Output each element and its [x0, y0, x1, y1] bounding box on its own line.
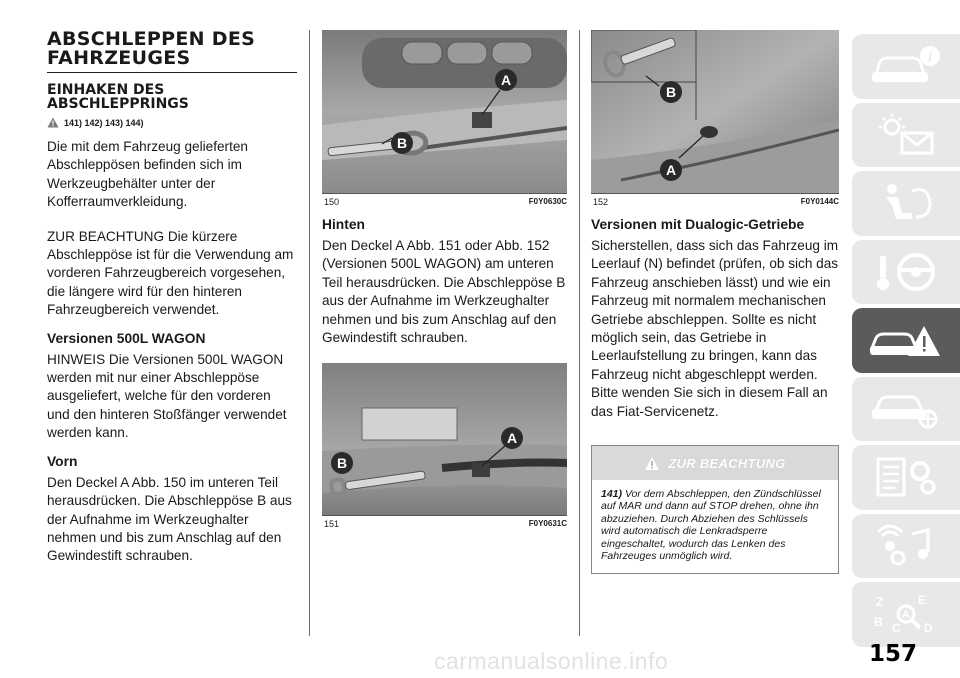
- figure-152-number: 152: [593, 197, 609, 207]
- tab-car-info[interactable]: [852, 34, 960, 99]
- car-info-icon: [868, 44, 944, 88]
- figure-151-illustration: [322, 363, 567, 515]
- multimedia-icon: [868, 524, 944, 568]
- subtitle-line-1: EINHAKEN DES: [47, 82, 165, 98]
- figure-151: [322, 363, 567, 516]
- page-number: 157: [869, 641, 918, 667]
- warning-note-header: [592, 446, 838, 480]
- steering-key-icon: [868, 250, 944, 294]
- column-right: [591, 30, 839, 574]
- page-title: [47, 30, 297, 73]
- warning-triangle-icon: [644, 456, 660, 471]
- car-service-icon: [868, 387, 944, 431]
- heading-front: Vorn: [47, 453, 78, 469]
- svg-text:A: A: [902, 609, 910, 622]
- heading-dualogic: Versionen mit Dualogic-Getriebe: [591, 217, 805, 232]
- svg-text:i: i: [928, 50, 932, 66]
- figure-151-caption: [322, 516, 567, 530]
- tab-technical-data[interactable]: [852, 445, 960, 510]
- figure-150-code: F0Y0630C: [528, 197, 567, 206]
- column-middle: [322, 30, 567, 530]
- figure-152-caption: [591, 194, 839, 208]
- callout-b-label: B: [396, 135, 408, 151]
- warning-references: [47, 117, 297, 128]
- title-line-2: FAHRZEUGES: [47, 47, 191, 69]
- callout-a-label: A: [506, 430, 518, 447]
- svg-text:Z: Z: [876, 595, 884, 610]
- subtitle-line-2: ABSCHLEPPRINGS: [47, 96, 189, 112]
- paragraph-wagon: HINWEIS Die Versionen 500L WAGON werden mit nur einer Abschleppöse ausgeliefert, welche für den vorderen und den hinteren Stoßfänger verwendet werden kann.: [47, 351, 287, 441]
- chapter-tabs: [852, 34, 960, 651]
- warning-note-number: 141): [601, 488, 623, 501]
- figure-152: [591, 30, 839, 194]
- tab-starting-driving[interactable]: [852, 240, 960, 305]
- references-text: 141) 142) 143) 144): [64, 117, 144, 128]
- heading-wagon: Versionen 500L WAGON: [47, 330, 206, 346]
- airbag-seat-icon: [868, 181, 944, 225]
- breakdown-triangle-icon: [868, 318, 944, 362]
- tab-safety[interactable]: [852, 171, 960, 236]
- figure-150-number: 150: [324, 197, 340, 207]
- figure-150-illustration: [322, 30, 567, 193]
- tab-multimedia[interactable]: [852, 514, 960, 579]
- paragraph-front: Den Deckel A Abb. 150 im unteren Teil herausdrücken. Die Abschleppöse B aus der Aufnahme im Werkzeughalter nehmen und bis zum Anschlag auf den Gewindestift schrauben.: [47, 474, 292, 564]
- svg-text:E: E: [918, 593, 927, 608]
- svg-text:D: D: [924, 621, 933, 636]
- heading-rear: Hinten: [322, 217, 365, 232]
- svg-text:B: B: [874, 615, 883, 630]
- index-search-icon: [868, 592, 944, 636]
- figure-151-code: F0Y0631C: [528, 519, 567, 529]
- warning-triangle-icon: [47, 117, 59, 128]
- figure-151-number: 151: [324, 519, 340, 530]
- tab-emergency[interactable]: [852, 308, 960, 373]
- callout-a-label: A: [665, 162, 677, 178]
- tab-warning-lights[interactable]: [852, 103, 960, 168]
- title-line-1: ABSCHLEPPEN DES: [47, 28, 256, 50]
- column-divider-1: [309, 30, 310, 636]
- callout-a-label: A: [500, 72, 512, 88]
- tab-index[interactable]: [852, 582, 960, 647]
- warning-lights-icon: [868, 113, 944, 157]
- technical-data-icon: [868, 455, 944, 499]
- paragraph-intro: Die mit dem Fahrzeug gelieferten Abschleppösen befinden sich im Werkzeugbehälter unter der Kofferraumverkleidung.: [47, 139, 248, 210]
- paragraph-rear: Den Deckel A Abb. 151 oder Abb. 152 (Versionen 500L WAGON) am unteren Teil herausdrücken. Die Abschleppöse B aus der Aufnahme im Werkzeughalter nehmen und bis zum Anschlag auf den Gewindestift schrauben.: [322, 238, 566, 346]
- figure-152-code: F0Y0144C: [800, 197, 839, 206]
- warning-note-text: Vor dem Abschleppen, den Zündschlüssel auf MAR und dann auf STOP drehen, ohne ihn abzuziehen. Durch Abziehen des Schlüssels wird automatisch die Lenkradsperre eingeschaltet, wodurch das Lenken des Fahrzeuges unmöglich wird.: [601, 488, 821, 563]
- column-divider-2: [579, 30, 580, 636]
- callout-b-label: B: [336, 455, 348, 472]
- warning-note-box: [591, 445, 839, 573]
- svg-text:C: C: [892, 621, 901, 636]
- warning-note-title: ZUR BEACHTUNG: [668, 455, 786, 471]
- callout-b-label: B: [665, 84, 677, 100]
- figure-150-caption: [322, 194, 567, 208]
- paragraph-dualogic: Sicherstellen, dass sich das Fahrzeug im Leerlauf (N) befindet (prüfen, ob sich das Fahrzeug anschieben lässt) und wie ein Fahrzeug mit normalem mechanischen Getriebe abschleppen. Sollte es nicht möglich sein, das Getriebe in Leerlaufstellung zu bringen, kann das Fahrzeug nicht abgeschleppt werden. Bitte wenden Sie sich in diesem Fall an das Fiat-Servicenetz.: [591, 238, 839, 419]
- warning-note-body: [592, 480, 838, 572]
- tab-maintenance[interactable]: [852, 377, 960, 442]
- column-left: [47, 30, 297, 566]
- section-subtitle: [47, 83, 297, 111]
- watermark: carmanualsonline.info: [434, 648, 669, 674]
- paragraph-note: ZUR BEACHTUNG Die kürzere Abschleppöse ist für die Verwendung am vorderen Fahrzeugbereich vorgesehen, die längere wird für den hinteren Fahrzeugbereich verwendet.: [47, 228, 294, 318]
- figure-150: [322, 30, 567, 194]
- figure-152-illustration: [591, 30, 839, 193]
